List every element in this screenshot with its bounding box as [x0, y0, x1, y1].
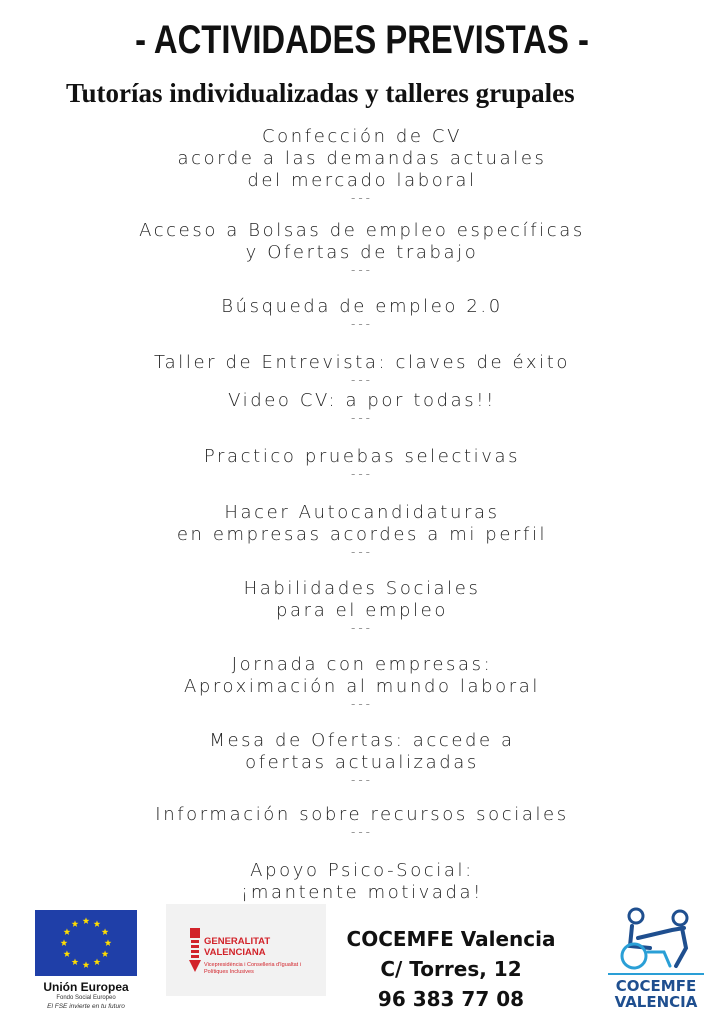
eu-star-icon	[72, 920, 79, 927]
cocemfe-line1: COCEMFE	[615, 977, 697, 995]
eu-fund: Fondo Social Europeo	[56, 995, 116, 1001]
activity-line: en empresas acordes a mi perfil	[176, 524, 548, 545]
activity-item	[0, 352, 724, 386]
activity-item	[0, 654, 724, 710]
activity-item	[0, 578, 724, 634]
page-title: - ACTIVIDADES PREVISTAS -	[135, 18, 589, 62]
page-subtitle: Tutorías individualizadas y talleres grupales	[66, 78, 575, 108]
eu-star-icon	[105, 939, 112, 946]
activity-separator: ---	[351, 411, 373, 425]
activity-separator: ---	[351, 697, 373, 711]
cocemfe-line2: VALENCIA	[614, 993, 698, 1011]
generalitat-logo	[166, 904, 326, 996]
generalitat-name-line1: GENERALITAT	[204, 936, 271, 947]
activity-line: Información sobre recursos sociales	[155, 804, 569, 825]
eu-star-icon	[102, 950, 109, 957]
activity-line: Mesa de Ofertas: accede a	[209, 730, 515, 751]
activity-line: Confección de CV	[261, 126, 463, 147]
eu-star-icon	[72, 958, 79, 965]
activity-line: Habilidades Sociales	[243, 578, 481, 599]
activity-item	[0, 296, 724, 330]
activity-item	[0, 804, 724, 838]
activity-item	[0, 446, 724, 480]
eu-flag-icon	[35, 910, 137, 976]
activity-separator: ---	[351, 317, 373, 331]
generalitat-name-line2: VALENCIANA	[204, 947, 266, 958]
activity-line: del mercado laboral	[247, 170, 477, 191]
activity-line: Practico pruebas selectivas	[203, 446, 521, 467]
activity-line: ofertas actualizadas	[245, 752, 479, 773]
activity-line: Aproximación al mundo laboral	[183, 676, 541, 697]
activity-line: Acceso a Bolsas de empleo específicas	[139, 220, 585, 241]
activity-line: Taller de Entrevista: claves de éxito	[154, 352, 570, 373]
activity-line: Video CV: a por todas!!	[228, 390, 496, 411]
eu-star-icon	[102, 928, 109, 935]
eu-motto: El FSE invierte en tu futuro	[47, 1003, 125, 1010]
eu-star-icon	[83, 917, 90, 924]
contact-phone: 96 383 77 08	[377, 987, 525, 1011]
activity-item	[0, 730, 724, 786]
eu-star-icon	[94, 920, 101, 927]
activity-separator: ---	[351, 467, 373, 481]
activity-separator: ---	[351, 191, 373, 205]
activity-separator: ---	[351, 621, 373, 635]
activity-line: ¡mantente motivada!	[241, 882, 483, 903]
cocemfe-logo-icon	[600, 904, 712, 976]
eu-star-icon	[94, 958, 101, 965]
activity-line: Apoyo Psico-Social:	[250, 860, 474, 881]
generalitat-dept: Vicepresidència i Conselleria d'Igualtat i Polítiques Inclusives	[204, 962, 301, 975]
activity-separator: ---	[351, 545, 373, 559]
contact-address: C/ Torres, 12	[380, 957, 522, 981]
activity-item	[0, 126, 724, 204]
footer	[0, 900, 724, 1024]
activity-item	[0, 502, 724, 558]
activity-separator: ---	[351, 773, 373, 787]
eu-name: Unión Europea	[43, 980, 129, 994]
activity-item	[0, 390, 724, 424]
activity-line: y Ofertas de trabajo	[245, 242, 479, 263]
generalitat-name	[204, 936, 270, 958]
activity-separator: ---	[351, 373, 373, 387]
activity-item	[0, 220, 724, 276]
activity-item	[0, 860, 724, 904]
eu-star-icon	[83, 961, 90, 968]
cocemfe-logo	[600, 904, 712, 1014]
eu-logo	[32, 910, 140, 1010]
eu-star-icon	[61, 939, 68, 946]
activity-line: para el empleo	[276, 600, 448, 621]
activity-line: Hacer Autocandidaturas	[224, 502, 500, 523]
contact-block	[344, 924, 558, 1014]
contact-org: COCEMFE Valencia	[346, 927, 556, 951]
eu-star-icon	[64, 950, 71, 957]
activity-line: Búsqueda de empleo 2.0	[221, 296, 503, 317]
generalitat-emblem-icon	[188, 928, 202, 972]
activity-separator: ---	[351, 825, 373, 839]
activity-separator: ---	[351, 263, 373, 277]
eu-star-icon	[64, 928, 71, 935]
activity-line: Jornada con empresas:	[231, 654, 493, 675]
activity-line: acorde a las demandas actuales	[177, 148, 547, 169]
